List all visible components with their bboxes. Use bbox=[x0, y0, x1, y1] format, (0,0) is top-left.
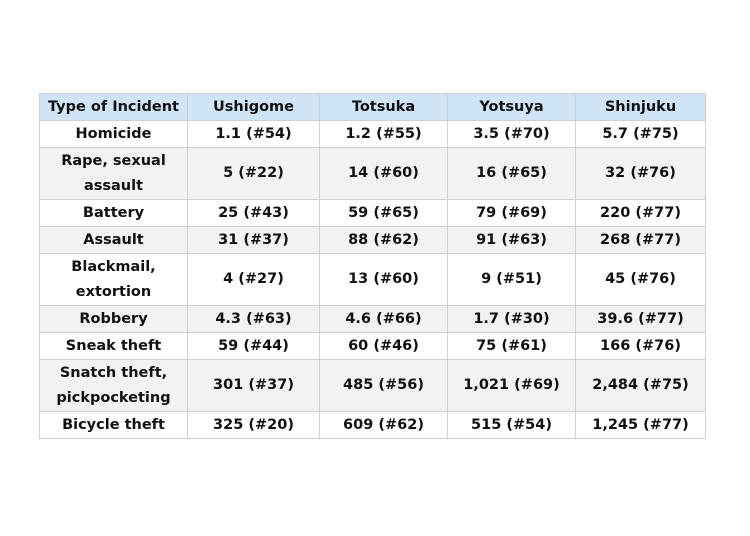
cell-shinjuku: 1,245 (#77) bbox=[576, 412, 706, 439]
incident-label: Rape, sexual assault bbox=[40, 148, 188, 200]
header-incident: Type of Incident bbox=[40, 94, 188, 121]
table-row bbox=[40, 148, 706, 200]
table-row bbox=[40, 254, 706, 306]
cell-ushigome: 25 (#43) bbox=[188, 200, 320, 227]
cell-ushigome: 59 (#44) bbox=[188, 333, 320, 360]
cell-yotsuya: 3.5 (#70) bbox=[448, 121, 576, 148]
cell-totsuka: 609 (#62) bbox=[320, 412, 448, 439]
cell-yotsuya: 75 (#61) bbox=[448, 333, 576, 360]
cell-totsuka: 60 (#46) bbox=[320, 333, 448, 360]
table-row bbox=[40, 121, 706, 148]
cell-shinjuku: 2,484 (#75) bbox=[576, 360, 706, 412]
cell-totsuka: 485 (#56) bbox=[320, 360, 448, 412]
crime-statistics-table bbox=[39, 93, 706, 439]
cell-ushigome: 325 (#20) bbox=[188, 412, 320, 439]
cell-ushigome: 301 (#37) bbox=[188, 360, 320, 412]
cell-yotsuya: 1.7 (#30) bbox=[448, 306, 576, 333]
cell-totsuka: 14 (#60) bbox=[320, 148, 448, 200]
cell-yotsuya: 515 (#54) bbox=[448, 412, 576, 439]
table-row bbox=[40, 306, 706, 333]
cell-shinjuku: 268 (#77) bbox=[576, 227, 706, 254]
incident-label: Snatch theft, pickpocketing bbox=[40, 360, 188, 412]
cell-yotsuya: 9 (#51) bbox=[448, 254, 576, 306]
cell-shinjuku: 166 (#76) bbox=[576, 333, 706, 360]
header-totsuka: Totsuka bbox=[320, 94, 448, 121]
table-row bbox=[40, 333, 706, 360]
incident-label: Homicide bbox=[40, 121, 188, 148]
table-header bbox=[40, 94, 706, 121]
cell-ushigome: 5 (#22) bbox=[188, 148, 320, 200]
cell-shinjuku: 39.6 (#77) bbox=[576, 306, 706, 333]
incident-label: Sneak theft bbox=[40, 333, 188, 360]
table-body bbox=[40, 121, 706, 439]
cell-ushigome: 4.3 (#63) bbox=[188, 306, 320, 333]
cell-yotsuya: 79 (#69) bbox=[448, 200, 576, 227]
incident-label: Assault bbox=[40, 227, 188, 254]
incident-label: Battery bbox=[40, 200, 188, 227]
crime-table-container bbox=[39, 93, 705, 439]
cell-yotsuya: 91 (#63) bbox=[448, 227, 576, 254]
cell-ushigome: 4 (#27) bbox=[188, 254, 320, 306]
cell-shinjuku: 5.7 (#75) bbox=[576, 121, 706, 148]
cell-totsuka: 59 (#65) bbox=[320, 200, 448, 227]
header-row bbox=[40, 94, 706, 121]
table-row bbox=[40, 227, 706, 254]
cell-shinjuku: 32 (#76) bbox=[576, 148, 706, 200]
cell-shinjuku: 220 (#77) bbox=[576, 200, 706, 227]
table-row bbox=[40, 412, 706, 439]
cell-totsuka: 1.2 (#55) bbox=[320, 121, 448, 148]
incident-label: Robbery bbox=[40, 306, 188, 333]
cell-yotsuya: 16 (#65) bbox=[448, 148, 576, 200]
cell-totsuka: 88 (#62) bbox=[320, 227, 448, 254]
cell-ushigome: 31 (#37) bbox=[188, 227, 320, 254]
cell-ushigome: 1.1 (#54) bbox=[188, 121, 320, 148]
header-shinjuku: Shinjuku bbox=[576, 94, 706, 121]
header-ushigome: Ushigome bbox=[188, 94, 320, 121]
table-row bbox=[40, 200, 706, 227]
cell-totsuka: 4.6 (#66) bbox=[320, 306, 448, 333]
cell-yotsuya: 1,021 (#69) bbox=[448, 360, 576, 412]
incident-label: Blackmail, extortion bbox=[40, 254, 188, 306]
cell-shinjuku: 45 (#76) bbox=[576, 254, 706, 306]
table-row bbox=[40, 360, 706, 412]
header-yotsuya: Yotsuya bbox=[448, 94, 576, 121]
cell-totsuka: 13 (#60) bbox=[320, 254, 448, 306]
incident-label: Bicycle theft bbox=[40, 412, 188, 439]
